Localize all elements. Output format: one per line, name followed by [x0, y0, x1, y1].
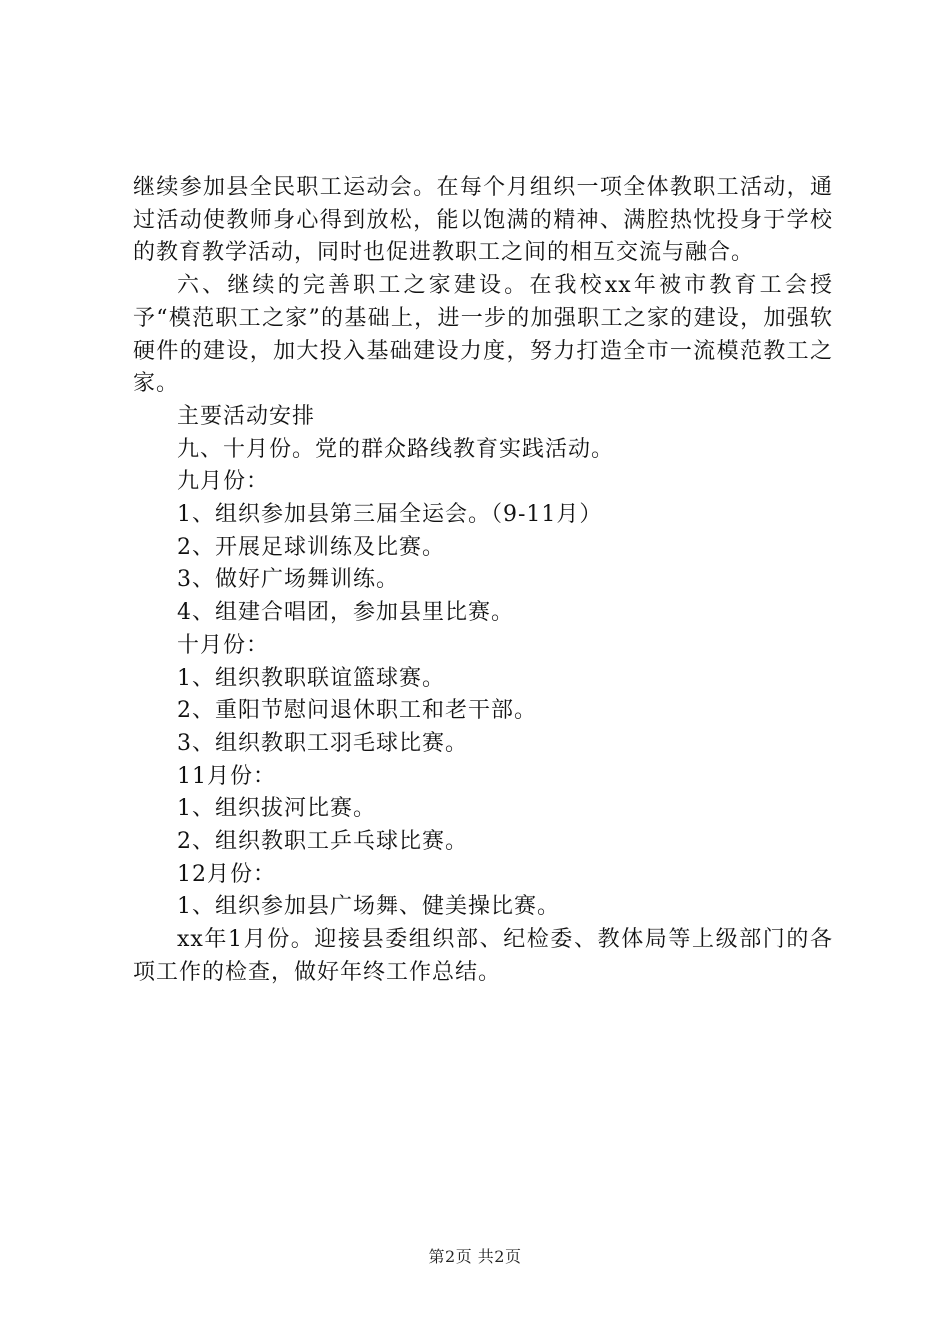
- list-item-dec-1: 1、组织参加县广场舞、健美操比赛。: [177, 894, 560, 920]
- list-item-oct-2: 2、重阳节慰问退休职工和老干部。: [177, 698, 537, 724]
- list-item-oct-1: 1、组织教职联谊篮球赛。: [177, 665, 445, 691]
- paragraph-january: xx年1月份。迎接县委组织部、纪检委、教体局等上级部门的各项工作的检查，做好年终工作总结。: [133, 927, 833, 985]
- list-item-oct-3: 3、组织教职工羽毛球比赛。: [177, 730, 468, 756]
- paragraph-continuation: 继续参加县全民职工运动会。在每个月组织一项全体教职工活动，通过活动使教师身心得到放松，能以饱满的精神、满腔热忱投身于学校的教育教学活动，同时也促进教职工之间的相互交流与融合。: [133, 175, 833, 266]
- document-body: [133, 172, 833, 990]
- page-number-footer: 第2页 共2页: [428, 1247, 522, 1266]
- list-item-sep-2: 2、开展足球训练及比赛。: [177, 534, 445, 560]
- heading-december: 12月份：: [177, 861, 276, 887]
- list-item-sep-4: 4、组建合唱团，参加县里比赛。: [177, 600, 514, 626]
- list-item-nov-2: 2、组织教职工乒乓球比赛。: [177, 829, 468, 855]
- heading-october: 十月份：: [177, 632, 270, 658]
- heading-september: 九月份：: [177, 469, 270, 495]
- list-item-nov-1: 1、组织拔河比赛。: [177, 796, 376, 822]
- paragraph-section-six: 六、继续的完善职工之家建设。在我校xx年被市教育工会授予“模范职工之家”的基础上，进一步的加强职工之家的建设，加强软硬件的建设，加大投入基础建设力度，努力打造全市一流模范教工之家。: [133, 273, 833, 397]
- heading-november: 11月份：: [177, 763, 276, 789]
- list-item-sep-3: 3、做好广场舞训练。: [177, 567, 399, 593]
- line-sep-oct-overview: 九、十月份。党的群众路线教育实践活动。: [177, 436, 615, 462]
- list-item-sep-1: 1、组织参加县第三届全运会。（9-11月）: [177, 502, 603, 528]
- heading-main-activities: 主要活动安排: [177, 403, 316, 429]
